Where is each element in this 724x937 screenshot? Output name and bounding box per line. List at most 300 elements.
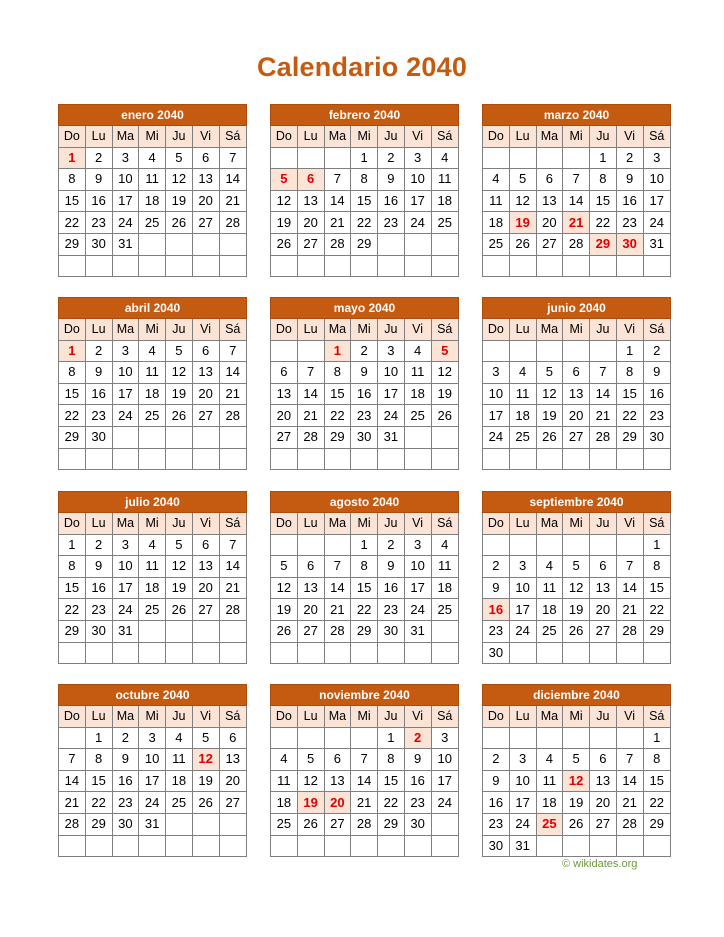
day-cell: 1 xyxy=(616,340,643,362)
day-cell: 1 xyxy=(351,534,378,556)
day-cell: 18 xyxy=(431,190,459,212)
day-cell: 29 xyxy=(59,620,86,642)
empty-cell xyxy=(219,233,247,255)
day-cell: 17 xyxy=(112,383,139,405)
day-cell: 13 xyxy=(192,556,219,578)
empty-cell xyxy=(166,642,193,664)
month-title: septiembre 2040 xyxy=(483,492,671,513)
day-cell: 15 xyxy=(351,577,378,599)
day-cell: 1 xyxy=(59,147,86,169)
day-cell: 2 xyxy=(483,749,510,771)
day-cell: 23 xyxy=(616,212,643,234)
day-cell: 2 xyxy=(616,147,643,169)
footer-credit: © wikidates.org xyxy=(562,858,638,870)
day-cell: 20 xyxy=(324,792,351,814)
day-cell: 6 xyxy=(324,749,351,771)
day-cell: 26 xyxy=(166,599,193,621)
day-cell: 28 xyxy=(297,426,324,448)
day-cell: 8 xyxy=(616,362,643,384)
day-cell: 12 xyxy=(563,577,590,599)
day-cell: 31 xyxy=(112,233,139,255)
day-cell: 13 xyxy=(297,190,324,212)
weekday-label: Sá xyxy=(643,319,671,341)
day-cell: 21 xyxy=(324,599,351,621)
weekday-label: Ju xyxy=(378,706,405,728)
empty-cell xyxy=(590,534,617,556)
day-cell: 28 xyxy=(351,813,378,835)
day-cell: 2 xyxy=(112,727,139,749)
weekday-label: Do xyxy=(483,126,510,148)
day-cell: 16 xyxy=(404,770,431,792)
empty-cell xyxy=(351,835,378,857)
day-cell: 24 xyxy=(378,405,405,427)
empty-cell xyxy=(431,813,459,835)
empty-cell xyxy=(483,255,510,277)
empty-cell xyxy=(324,835,351,857)
weekday-label: Ma xyxy=(324,513,351,535)
empty-cell xyxy=(297,727,324,749)
day-cell: 2 xyxy=(483,556,510,578)
weekday-label: Do xyxy=(59,513,86,535)
day-cell: 1 xyxy=(643,534,671,556)
day-cell: 8 xyxy=(324,362,351,384)
day-cell: 16 xyxy=(85,190,112,212)
empty-cell xyxy=(59,642,86,664)
day-cell: 12 xyxy=(192,749,219,771)
empty-cell xyxy=(59,727,86,749)
day-cell: 19 xyxy=(563,792,590,814)
day-cell: 12 xyxy=(431,362,459,384)
day-cell: 31 xyxy=(139,813,166,835)
day-cell: 20 xyxy=(271,405,298,427)
day-cell: 24 xyxy=(139,792,166,814)
empty-cell xyxy=(404,642,431,664)
day-cell: 10 xyxy=(431,749,459,771)
weekday-label: Ma xyxy=(536,706,563,728)
day-cell: 20 xyxy=(219,770,247,792)
weekday-label: Ju xyxy=(378,126,405,148)
weekday-label: Vi xyxy=(616,513,643,535)
empty-cell xyxy=(271,340,298,362)
weekday-label: Lu xyxy=(85,126,112,148)
day-cell: 19 xyxy=(509,212,536,234)
day-cell: 10 xyxy=(112,169,139,191)
day-cell: 18 xyxy=(139,383,166,405)
empty-cell xyxy=(590,448,617,470)
day-cell: 26 xyxy=(563,620,590,642)
day-cell: 3 xyxy=(112,534,139,556)
day-cell: 12 xyxy=(166,169,193,191)
day-cell: 19 xyxy=(192,770,219,792)
empty-cell xyxy=(166,426,193,448)
empty-cell xyxy=(219,835,247,857)
month-calendar xyxy=(58,104,247,277)
day-cell: 2 xyxy=(643,340,671,362)
weekday-label: Ju xyxy=(166,706,193,728)
empty-cell xyxy=(431,255,459,277)
weekday-label: Mi xyxy=(351,126,378,148)
empty-cell xyxy=(166,620,193,642)
day-cell: 1 xyxy=(378,727,405,749)
day-cell: 27 xyxy=(590,620,617,642)
day-cell: 25 xyxy=(431,599,459,621)
day-cell: 27 xyxy=(297,620,324,642)
day-cell: 1 xyxy=(351,147,378,169)
day-cell: 16 xyxy=(643,383,671,405)
empty-cell xyxy=(378,448,405,470)
day-cell: 13 xyxy=(192,169,219,191)
day-cell: 19 xyxy=(536,405,563,427)
weekday-label: Lu xyxy=(297,513,324,535)
day-cell: 28 xyxy=(219,599,247,621)
empty-cell xyxy=(297,147,324,169)
day-cell: 13 xyxy=(536,190,563,212)
empty-cell xyxy=(509,255,536,277)
day-cell: 6 xyxy=(563,362,590,384)
day-cell: 12 xyxy=(536,383,563,405)
day-cell: 23 xyxy=(483,620,510,642)
empty-cell xyxy=(59,448,86,470)
day-cell: 18 xyxy=(483,212,510,234)
day-cell: 9 xyxy=(483,577,510,599)
day-cell: 16 xyxy=(112,770,139,792)
day-cell: 7 xyxy=(563,169,590,191)
empty-cell xyxy=(112,255,139,277)
empty-cell xyxy=(271,448,298,470)
day-cell: 14 xyxy=(219,556,247,578)
day-cell: 21 xyxy=(616,599,643,621)
empty-cell xyxy=(483,534,510,556)
empty-cell xyxy=(166,813,193,835)
day-cell: 10 xyxy=(139,749,166,771)
day-cell: 16 xyxy=(378,577,405,599)
empty-cell xyxy=(536,835,563,857)
day-cell: 4 xyxy=(139,340,166,362)
day-cell: 30 xyxy=(643,426,671,448)
weekday-label: Vi xyxy=(616,126,643,148)
day-cell: 15 xyxy=(324,383,351,405)
empty-cell xyxy=(483,448,510,470)
day-cell: 21 xyxy=(563,212,590,234)
day-cell: 18 xyxy=(536,792,563,814)
day-cell: 21 xyxy=(219,190,247,212)
weekday-label: Ma xyxy=(324,319,351,341)
day-cell: 25 xyxy=(139,405,166,427)
day-cell: 9 xyxy=(85,556,112,578)
weekday-label: Ma xyxy=(112,126,139,148)
day-cell: 8 xyxy=(590,169,617,191)
empty-cell xyxy=(271,534,298,556)
empty-cell xyxy=(324,255,351,277)
day-cell: 2 xyxy=(85,534,112,556)
empty-cell xyxy=(324,727,351,749)
day-cell: 13 xyxy=(192,362,219,384)
empty-cell xyxy=(324,147,351,169)
day-cell: 3 xyxy=(483,362,510,384)
empty-cell xyxy=(166,233,193,255)
weekday-label: Do xyxy=(483,706,510,728)
day-cell: 21 xyxy=(219,383,247,405)
day-cell: 5 xyxy=(509,169,536,191)
day-cell: 9 xyxy=(404,749,431,771)
weekday-label: Mi xyxy=(351,706,378,728)
day-cell: 5 xyxy=(271,169,298,191)
weekday-label: Lu xyxy=(85,319,112,341)
day-cell: 25 xyxy=(166,792,193,814)
empty-cell xyxy=(404,835,431,857)
weekday-label: Mi xyxy=(139,706,166,728)
empty-cell xyxy=(166,835,193,857)
day-cell: 1 xyxy=(590,147,617,169)
day-cell: 22 xyxy=(59,599,86,621)
empty-cell xyxy=(536,448,563,470)
day-cell: 18 xyxy=(509,405,536,427)
day-cell: 15 xyxy=(59,190,86,212)
weekday-label: Ma xyxy=(536,126,563,148)
day-cell: 26 xyxy=(192,792,219,814)
weekday-label: Ju xyxy=(166,126,193,148)
empty-cell xyxy=(616,642,643,664)
empty-cell xyxy=(192,233,219,255)
empty-cell xyxy=(643,448,671,470)
day-cell: 18 xyxy=(271,792,298,814)
day-cell: 13 xyxy=(297,577,324,599)
month-title: diciembre 2040 xyxy=(483,685,671,706)
empty-cell xyxy=(431,620,459,642)
empty-cell xyxy=(536,147,563,169)
day-cell: 5 xyxy=(431,340,459,362)
day-cell: 12 xyxy=(166,362,193,384)
empty-cell xyxy=(351,727,378,749)
day-cell: 11 xyxy=(536,577,563,599)
day-cell: 4 xyxy=(139,534,166,556)
day-cell: 27 xyxy=(192,212,219,234)
empty-cell xyxy=(431,835,459,857)
empty-cell xyxy=(324,642,351,664)
weekday-label: Vi xyxy=(404,513,431,535)
day-cell: 13 xyxy=(271,383,298,405)
weekday-label: Mi xyxy=(139,319,166,341)
day-cell: 13 xyxy=(219,749,247,771)
day-cell: 5 xyxy=(192,727,219,749)
empty-cell xyxy=(271,642,298,664)
weekday-label: Lu xyxy=(85,706,112,728)
day-cell: 24 xyxy=(509,813,536,835)
day-cell: 25 xyxy=(509,426,536,448)
day-cell: 17 xyxy=(509,792,536,814)
empty-cell xyxy=(536,534,563,556)
empty-cell xyxy=(378,835,405,857)
empty-cell xyxy=(85,448,112,470)
empty-cell xyxy=(563,534,590,556)
weekday-label: Lu xyxy=(297,319,324,341)
month-calendar xyxy=(270,104,459,277)
weekday-label: Vi xyxy=(192,513,219,535)
day-cell: 14 xyxy=(324,577,351,599)
day-cell: 26 xyxy=(271,233,298,255)
day-cell: 22 xyxy=(616,405,643,427)
weekday-label: Do xyxy=(483,319,510,341)
empty-cell xyxy=(192,642,219,664)
day-cell: 23 xyxy=(643,405,671,427)
day-cell: 19 xyxy=(431,383,459,405)
day-cell: 14 xyxy=(297,383,324,405)
empty-cell xyxy=(139,426,166,448)
day-cell: 17 xyxy=(431,770,459,792)
day-cell: 11 xyxy=(139,556,166,578)
weekday-label: Mi xyxy=(563,319,590,341)
day-cell: 29 xyxy=(85,813,112,835)
day-cell: 2 xyxy=(404,727,431,749)
day-cell: 29 xyxy=(59,233,86,255)
empty-cell xyxy=(192,426,219,448)
day-cell: 26 xyxy=(431,405,459,427)
day-cell: 25 xyxy=(139,212,166,234)
day-cell: 26 xyxy=(509,233,536,255)
weekday-label: Lu xyxy=(509,706,536,728)
day-cell: 31 xyxy=(112,620,139,642)
day-cell: 19 xyxy=(271,212,298,234)
day-cell: 12 xyxy=(297,770,324,792)
weekday-label: Vi xyxy=(192,319,219,341)
day-cell: 15 xyxy=(378,770,405,792)
empty-cell xyxy=(271,727,298,749)
empty-cell xyxy=(536,642,563,664)
day-cell: 25 xyxy=(271,813,298,835)
empty-cell xyxy=(616,534,643,556)
empty-cell xyxy=(509,727,536,749)
empty-cell xyxy=(563,448,590,470)
day-cell: 21 xyxy=(219,577,247,599)
day-cell: 17 xyxy=(404,190,431,212)
empty-cell xyxy=(192,255,219,277)
empty-cell xyxy=(192,448,219,470)
day-cell: 27 xyxy=(271,426,298,448)
empty-cell xyxy=(351,448,378,470)
weekday-label: Ju xyxy=(166,513,193,535)
day-cell: 3 xyxy=(404,534,431,556)
day-cell: 1 xyxy=(324,340,351,362)
day-cell: 1 xyxy=(59,340,86,362)
empty-cell xyxy=(590,255,617,277)
day-cell: 21 xyxy=(616,792,643,814)
day-cell: 27 xyxy=(324,813,351,835)
weekday-label: Lu xyxy=(509,319,536,341)
day-cell: 6 xyxy=(192,534,219,556)
day-cell: 29 xyxy=(351,620,378,642)
weekday-label: Mi xyxy=(563,126,590,148)
day-cell: 29 xyxy=(643,620,671,642)
month-title: julio 2040 xyxy=(59,492,247,513)
empty-cell xyxy=(590,642,617,664)
empty-cell xyxy=(166,255,193,277)
day-cell: 18 xyxy=(166,770,193,792)
day-cell: 4 xyxy=(483,169,510,191)
day-cell: 22 xyxy=(351,599,378,621)
empty-cell xyxy=(536,255,563,277)
day-cell: 18 xyxy=(139,190,166,212)
day-cell: 31 xyxy=(509,835,536,857)
empty-cell xyxy=(509,340,536,362)
empty-cell xyxy=(563,147,590,169)
weekday-label: Do xyxy=(271,319,298,341)
day-cell: 27 xyxy=(297,233,324,255)
month-calendar xyxy=(482,297,671,470)
day-cell: 22 xyxy=(643,599,671,621)
weekday-label: Mi xyxy=(563,706,590,728)
day-cell: 30 xyxy=(378,620,405,642)
empty-cell xyxy=(139,835,166,857)
day-cell: 8 xyxy=(85,749,112,771)
weekday-label: Ju xyxy=(378,513,405,535)
day-cell: 27 xyxy=(219,792,247,814)
empty-cell xyxy=(509,642,536,664)
day-cell: 30 xyxy=(112,813,139,835)
weekday-label: Do xyxy=(59,319,86,341)
weekday-label: Sá xyxy=(643,513,671,535)
day-cell: 4 xyxy=(431,147,459,169)
day-cell: 29 xyxy=(378,813,405,835)
empty-cell xyxy=(590,340,617,362)
day-cell: 5 xyxy=(536,362,563,384)
day-cell: 26 xyxy=(166,405,193,427)
month-title: junio 2040 xyxy=(483,298,671,319)
day-cell: 7 xyxy=(219,147,247,169)
day-cell: 19 xyxy=(166,383,193,405)
empty-cell xyxy=(378,255,405,277)
weekday-label: Sá xyxy=(431,319,459,341)
day-cell: 30 xyxy=(85,620,112,642)
day-cell: 4 xyxy=(271,749,298,771)
day-cell: 30 xyxy=(483,642,510,664)
day-cell: 3 xyxy=(112,147,139,169)
empty-cell xyxy=(85,255,112,277)
day-cell: 18 xyxy=(536,599,563,621)
day-cell: 11 xyxy=(139,169,166,191)
empty-cell xyxy=(219,813,247,835)
day-cell: 3 xyxy=(378,340,405,362)
weekday-label: Mi xyxy=(563,513,590,535)
day-cell: 2 xyxy=(85,147,112,169)
day-cell: 11 xyxy=(404,362,431,384)
empty-cell xyxy=(297,534,324,556)
day-cell: 26 xyxy=(166,212,193,234)
day-cell: 28 xyxy=(219,212,247,234)
weekday-label: Lu xyxy=(509,513,536,535)
day-cell: 29 xyxy=(351,233,378,255)
empty-cell xyxy=(643,255,671,277)
day-cell: 14 xyxy=(351,770,378,792)
month-calendar xyxy=(58,684,247,857)
month-title: febrero 2040 xyxy=(271,105,459,126)
day-cell: 6 xyxy=(219,727,247,749)
empty-cell xyxy=(297,448,324,470)
empty-cell xyxy=(271,835,298,857)
day-cell: 14 xyxy=(590,383,617,405)
day-cell: 3 xyxy=(431,727,459,749)
weekday-label: Ma xyxy=(324,706,351,728)
empty-cell xyxy=(351,255,378,277)
day-cell: 13 xyxy=(590,770,617,792)
day-cell: 26 xyxy=(271,620,298,642)
empty-cell xyxy=(297,340,324,362)
empty-cell xyxy=(59,835,86,857)
empty-cell xyxy=(404,448,431,470)
day-cell: 30 xyxy=(85,426,112,448)
weekday-label: Ma xyxy=(112,319,139,341)
empty-cell xyxy=(139,448,166,470)
day-cell: 14 xyxy=(219,169,247,191)
